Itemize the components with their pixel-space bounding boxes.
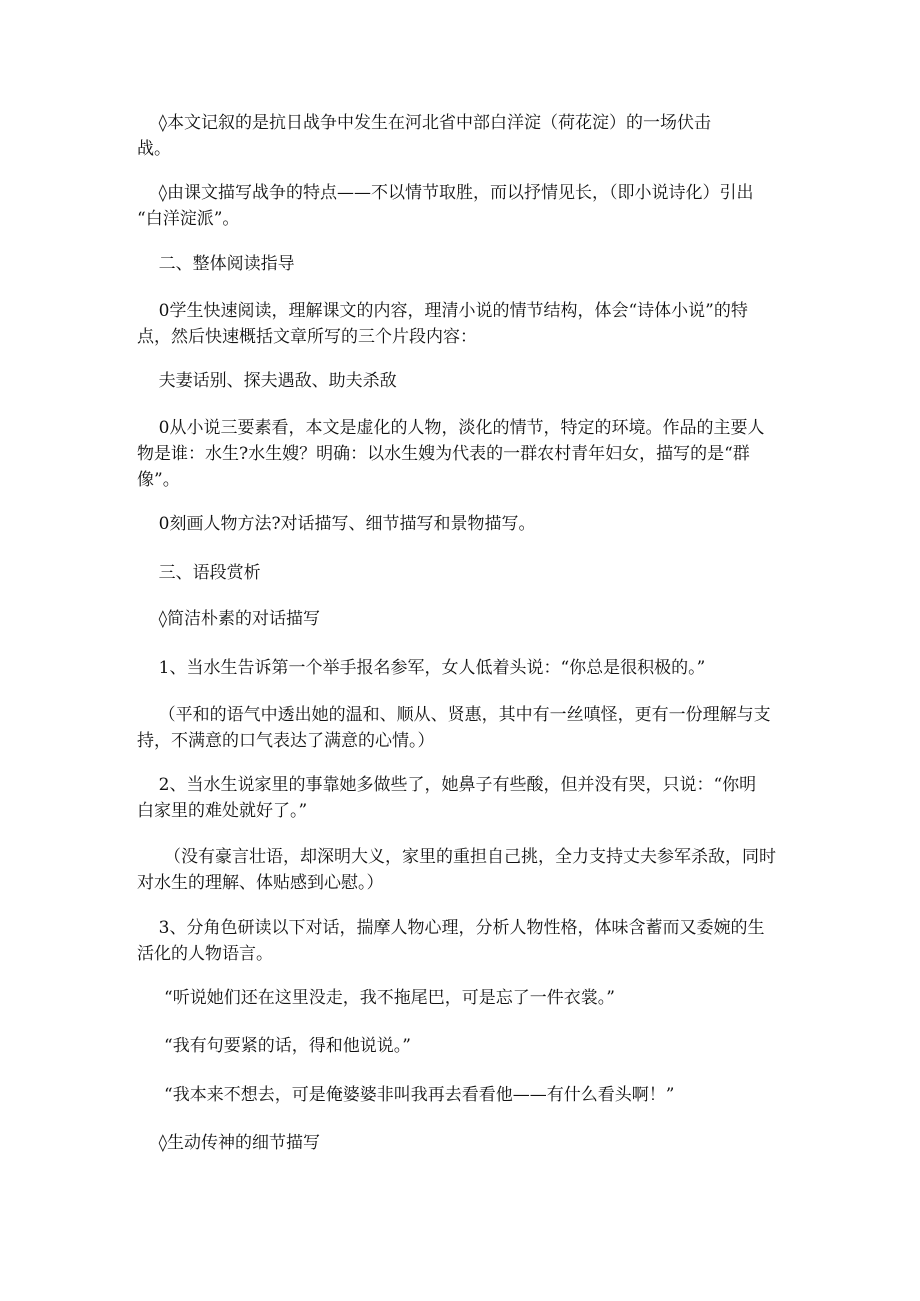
section-heading-reading-guide: 二、整体阅读指导 <box>137 254 295 274</box>
paragraph-dialogue-3: 3、分角色研读以下对话，揣摩人物心理，分析人物性格，体味含蓄而又委婉的生 活化的人物语言。 <box>137 918 765 964</box>
paragraph-dialogue-1: 1、当水生告诉第一个举手报名参军，女人低着头说：“你总是很积极的。” <box>137 658 706 678</box>
paragraph-portrayal-methods: 0刻画人物方法?对话描写、细节描写和景物描写。 <box>137 514 536 534</box>
paragraph-three-elements: 0从小说三要素看，本文是虚化的人物，淡化的情节，特定的环境。作品的主要人 物是谁：水生?水生嫂？明确：以水生嫂为代表的一群农村青年妇女，描写的是“群 像”。 <box>137 418 765 490</box>
quote-line-3: “我本来不想去，可是俺婆婆非叫我再去看看他——有什么看头啊！” <box>137 1085 675 1105</box>
paragraph-dialogue-2-comment: （没有豪言壮语，却深明大义，家里的重担自己挑，全力支持丈夫参军杀敌，同时 对水生的理解、体贴感到心慰。） <box>137 847 777 893</box>
paragraph-dialogue-heading: ◊简洁朴素的对话描写 <box>137 609 321 629</box>
paragraph-war-description: ◊由课文描写战争的特点——不以情节取胜，而以抒情见长，（即小说诗化）引出 “白洋淀派”。 <box>137 183 754 229</box>
quote-line-2: “我有句要紧的话，得和他说说。” <box>137 1036 411 1056</box>
paragraph-quick-reading: 0学生快速阅读，理解课文的内容，理清小说的情节结构，体会“诗体小说”的特 点，然后快速概括文章所写的三个片段内容： <box>137 301 748 347</box>
paragraph-battle-summary: ◊本文记叙的是抗日战争中发生在河北省中部白洋淀（荷花淀）的一场伏击 战。 <box>137 113 712 159</box>
paragraph-dialogue-2: 2、当水生说家里的事靠她多做些了，她鼻子有些酸，但并没有哭，只说：“你明 白家里的难处就好了。” <box>137 775 757 821</box>
quote-line-1: “听说她们还在这里没走，我不拖尾巴，可是忘了一件衣裳。” <box>137 988 615 1008</box>
paragraph-detail-heading: ◊生动传神的细节描写 <box>137 1133 321 1153</box>
paragraph-dialogue-1-comment: （平和的语气中透出她的温和、顺从、贤惠，其中有一丝嗔怪，更有一份理解与支 持，不满意的口气表达了满意的心情。） <box>137 705 771 751</box>
paragraph-three-fragments: 夫妻话别、探夫遇敌、助夫杀敌 <box>137 371 397 391</box>
section-heading-passage-analysis: 三、语段赏析 <box>137 563 261 583</box>
